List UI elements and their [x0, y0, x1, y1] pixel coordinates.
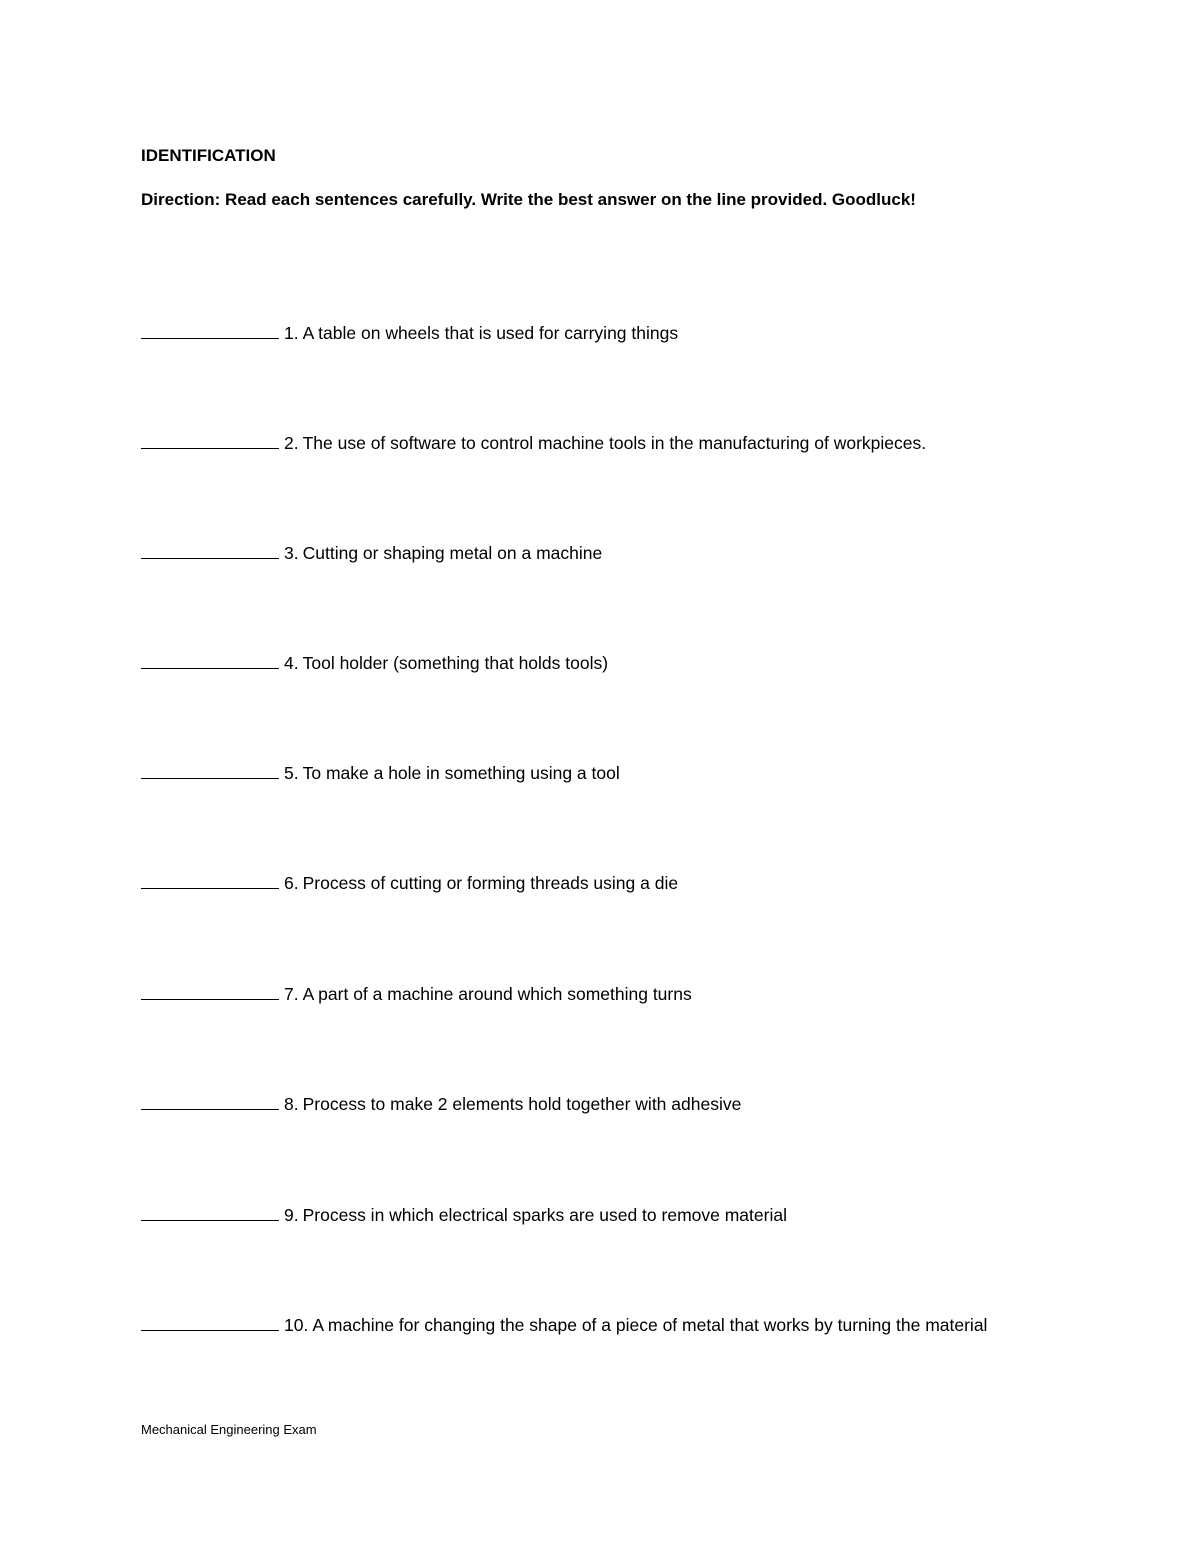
question-item [141, 643, 1041, 683]
answer-blank[interactable] [141, 652, 279, 669]
answer-blank[interactable] [141, 1314, 279, 1331]
answer-blank[interactable] [141, 872, 279, 889]
answer-blank[interactable] [141, 542, 279, 559]
question-item [141, 1195, 1041, 1235]
question-text: A machine for changing the shape of a piece of metal that works by turning the material [312, 1315, 988, 1335]
question-number: 6. [284, 873, 299, 893]
answer-blank[interactable] [141, 322, 279, 339]
question-number: 3. [284, 543, 299, 563]
question-item [141, 863, 1041, 903]
question-number: 9. [284, 1205, 299, 1225]
question-number: 4. [284, 653, 299, 673]
question-item [141, 533, 1041, 573]
question-text: Cutting or shaping metal on a machine [302, 543, 603, 563]
question-item [141, 1084, 1041, 1124]
question-item [141, 753, 1041, 793]
answer-blank[interactable] [141, 762, 279, 779]
answer-blank[interactable] [141, 1093, 279, 1110]
question-item [141, 423, 1041, 463]
page-footer: Mechanical Engineering Exam [141, 1422, 317, 1437]
question-number: 1. [284, 323, 299, 343]
question-number: 10. [284, 1315, 309, 1335]
question-item [141, 1305, 1041, 1345]
question-text: The use of software to control machine tools in the manufacturing of workpieces. [302, 433, 927, 453]
question-number: 5. [284, 763, 299, 783]
question-text: Tool holder (something that holds tools) [302, 653, 609, 673]
question-item [141, 974, 1041, 1014]
question-text: Process of cutting or forming threads using a die [302, 873, 679, 893]
answer-blank[interactable] [141, 432, 279, 449]
question-number: 8. [284, 1094, 299, 1114]
question-text: Process to make 2 elements hold together with adhesive [302, 1094, 742, 1114]
question-number: 2. [284, 433, 299, 453]
answer-blank[interactable] [141, 1204, 279, 1221]
question-text: A part of a machine around which something turns [302, 984, 692, 1004]
section-title: IDENTIFICATION [141, 146, 276, 165]
question-text: Process in which electrical sparks are used to remove material [302, 1205, 787, 1225]
directions-text: Direction: Read each sentences carefully. Write the best answer on the line provided. Goodluck! [141, 190, 916, 209]
question-number: 7. [284, 984, 299, 1004]
question-item [141, 313, 1041, 353]
question-text: To make a hole in something using a tool [302, 763, 620, 783]
answer-blank[interactable] [141, 983, 279, 1000]
question-text: A table on wheels that is used for carrying things [302, 323, 679, 343]
